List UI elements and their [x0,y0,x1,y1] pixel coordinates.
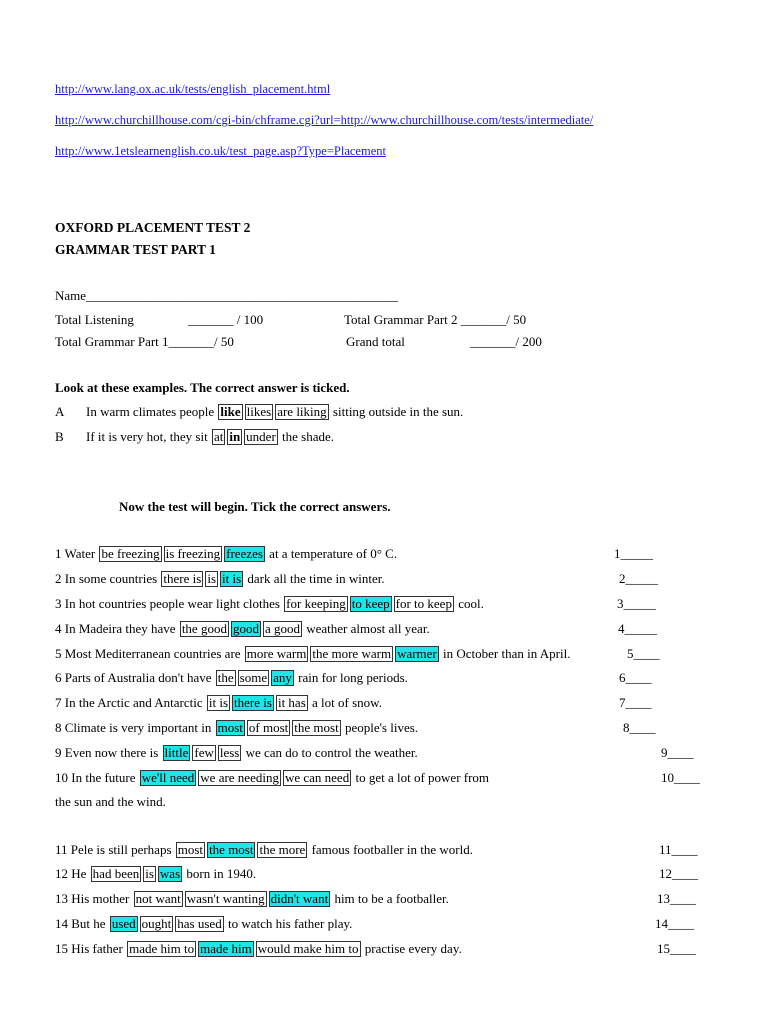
answer-option[interactable]: under [246,429,276,444]
question-text: born in 1940. [186,866,257,881]
answer-option[interactable]: wasn't wanting [186,891,265,906]
question-text: to get a lot of power from [355,770,490,785]
answer-option[interactable]: the [217,670,234,685]
question-row [55,695,382,711]
example-text: the shade. [282,429,335,444]
answer-option[interactable]: more warm [246,646,307,661]
answer-blank: 15____ [657,941,696,956]
answer-blank: 10____ [661,770,700,785]
question-continuation: the sun and the wind. [55,794,166,809]
grand-total-blank: _______/ 200 [470,334,542,349]
question-row [55,720,418,736]
question-text: weather almost all year. [306,621,430,636]
answer-option[interactable]: ought [141,916,172,931]
answer-option[interactable]: we can need [284,770,350,785]
answer-blank: 5____ [627,646,660,661]
answer-option[interactable]: few [194,745,214,760]
link-lets-learn-english[interactable]: http://www.1etslearnenglish.co.uk/test_page.asp?Type=Placement [55,144,386,158]
example-text: In warm climates people [86,404,215,419]
answer-option[interactable]: for to keep [395,596,452,611]
answer-blank: 6____ [619,670,652,685]
answer-option[interactable]: it is [208,695,229,710]
answer-option[interactable]: to keep [351,596,390,611]
question-row [55,546,397,562]
answer-option[interactable]: in [229,429,241,444]
answer-option[interactable]: was [159,866,181,881]
answer-blank: 11____ [659,842,698,857]
answer-option[interactable]: of most [248,720,289,735]
answer-option[interactable]: not want [135,891,181,906]
answer-option[interactable]: there is [234,695,272,710]
answer-option[interactable]: most [217,720,243,735]
answer-option[interactable]: less [219,745,240,760]
answer-option[interactable]: the most [294,720,339,735]
total-listening-blank: _______ / 100 [188,312,264,327]
example-text: sitting outside in the sun. [332,404,464,419]
answer-option[interactable]: it has [277,695,306,710]
grand-total-label: Grand total [346,334,405,349]
answer-option[interactable]: freezes [226,546,263,561]
answer-option[interactable]: didn't want [270,891,329,906]
question-text: practise every day. [364,941,462,956]
question-text: 11 Pele is still perhaps [55,842,172,857]
question-text: famous footballer in the world. [311,842,473,857]
question-row [55,891,449,907]
answer-blank: 1_____ [614,546,653,561]
answer-blank: 12____ [659,866,698,881]
answer-option[interactable]: there is [163,571,202,586]
answer-option[interactable]: a good [264,621,300,636]
answer-option[interactable]: is [145,866,154,881]
question-text: 10 In the future [55,770,136,785]
answer-option[interactable]: most [177,842,204,857]
answer-option[interactable]: warmer [397,646,437,661]
answer-option[interactable]: like [220,404,241,419]
answer-option[interactable]: the more [259,842,306,857]
question-text: rain for long periods. [298,670,408,685]
answer-option[interactable]: good [232,621,259,636]
question-text: 4 In Madeira they have [55,621,176,636]
example-row [86,404,463,420]
answer-option[interactable]: likes [246,404,272,419]
answer-option[interactable]: would make him to [257,941,359,956]
example-row [86,429,334,445]
question-row [55,745,418,761]
question-row [55,670,408,686]
question-text: in October than in April. [443,646,571,661]
answer-option[interactable]: used [111,916,136,931]
answer-option[interactable]: the most [209,842,254,857]
question-text: 13 His mother [55,891,130,906]
total-grammar-2-field: Total Grammar Part 2 _______/ 50 [344,312,527,327]
question-row [55,596,484,612]
answer-option[interactable]: has used [177,916,222,931]
answer-option[interactable]: little [164,745,189,760]
answer-blank: 4_____ [618,621,657,636]
answer-option[interactable]: some [239,670,268,685]
answer-option[interactable]: it is [222,571,242,586]
question-row [55,866,256,882]
question-text: 7 In the Arctic and Antarctic [55,695,203,710]
question-row [55,571,385,587]
question-text: to watch his father play. [227,916,353,931]
link-oxford-placement[interactable]: http://www.lang.ox.ac.uk/tests/english_placement.html [55,82,331,96]
examples-instruction: Look at these examples. The correct answer is ticked. [55,380,350,395]
question-text: 3 In hot countries people wear light clothes [55,596,280,611]
question-row [55,770,489,786]
question-text: we can do to control the weather. [245,745,418,760]
answer-option[interactable]: for keeping [286,596,346,611]
test-title: OXFORD PLACEMENT TEST 2 [55,220,251,235]
answer-option[interactable]: we are needing [200,770,279,785]
question-row [55,621,430,637]
answer-blank: 7____ [619,695,652,710]
answer-option[interactable]: the more warm [312,646,392,661]
answer-option[interactable]: is [207,571,216,586]
question-text: 5 Most Mediterranean countries are [55,646,241,661]
total-grammar-1-field: Total Grammar Part 1_______/ 50 [55,334,234,349]
example-letter: B [55,429,64,444]
question-text: a lot of snow. [312,695,382,710]
answer-blank: 9____ [661,745,694,760]
question-text: 14 But he [55,916,106,931]
answer-option[interactable]: is freezing [165,546,221,561]
answer-blank: 3_____ [617,596,656,611]
question-text: 1 Water [55,546,96,561]
question-text: him to be a footballer. [334,891,449,906]
answer-option[interactable]: any [273,670,292,685]
question-text: cool. [458,596,484,611]
total-listening-label: Total Listening [55,312,134,327]
answer-blank: 13____ [657,891,696,906]
question-text: 6 Parts of Australia don't have [55,670,212,685]
answer-option[interactable]: had been [92,866,140,881]
answer-option[interactable]: we'll need [141,770,195,785]
link-churchill-house[interactable]: http://www.churchillhouse.com/cgi-bin/chframe.cgi?url=http://www.churchillhouse.com/tests/intermediate/ [55,113,594,127]
question-text: at a temperature of 0° C. [269,546,398,561]
example-letter: A [55,404,65,419]
example-text: If it is very hot, they sit [86,429,208,444]
answer-option[interactable]: be freezing [101,546,160,561]
question-text: 2 In some countries [55,571,158,586]
answer-option[interactable]: are liking [277,404,327,419]
question-row [55,916,352,932]
answer-blank: 2_____ [619,571,658,586]
answer-option[interactable]: made him to [129,941,195,956]
answer-blank: 14____ [655,916,694,931]
test-subtitle: GRAMMAR TEST PART 1 [55,242,216,257]
answer-option[interactable]: made him [200,941,252,956]
question-text: 8 Climate is very important in [55,720,212,735]
answer-option[interactable]: at [213,429,224,444]
question-text: dark all the time in winter. [247,571,385,586]
question-row [55,941,462,957]
question-row [55,646,570,662]
question-row [55,842,473,858]
question-text: 15 His father [55,941,123,956]
question-text: 9 Even now there is [55,745,159,760]
answer-option[interactable]: the good [181,621,227,636]
answer-blank: 8____ [623,720,656,735]
name-field: Name________________________________________________ [55,288,399,303]
question-text: 12 He [55,866,87,881]
question-text: people's lives. [344,720,419,735]
begin-instruction: Now the test will begin. Tick the correct answers. [119,499,391,514]
